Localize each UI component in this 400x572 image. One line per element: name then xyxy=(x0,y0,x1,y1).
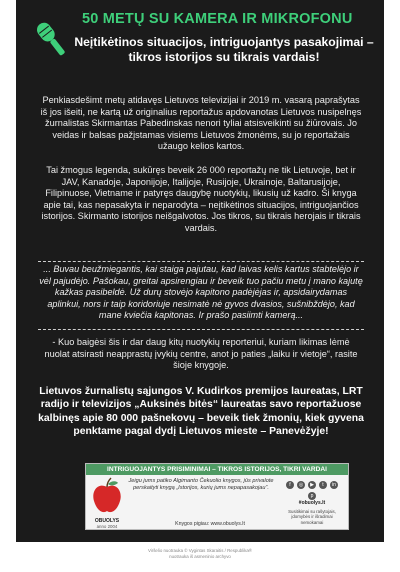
publisher-name: OBUOLYS xyxy=(94,518,120,524)
legend-paragraph: Tai žmogus legenda, sukūręs beveik 26 000 reportažų ne tik Lietuvoje, bet ir JAV, Kanadoje, Japonijoje, Italijoje, Rusijoje, Ukrainoje, Baltarusijoje, Filipinuose, Vietname ir patyręs daugybę nuotykių, likusių už kadro. Ši knyga apie tai, kas nepasakyta ir neparodyta – neįtikėtinos situacijos, intriguojančios istorijos. Skirmanto istorijos neišgalvotos. Jos tikros, su tikrais herojais ir tikrais vardais. xyxy=(41,165,361,233)
publisher-hashtag: #obuolys.lt xyxy=(298,500,326,506)
publisher-recommendation: Jeigu jums patiko Algimanto Čekuolio knygos, jūs privalote perskaityti knygą „Istorijos, kurių jums nepapasakojau“. xyxy=(128,478,274,491)
publisher-year: anno 2004 xyxy=(96,524,118,529)
intro-paragraph: Penkiasdešimt metų atidavęs Lietuvos televizijai ir 2019 m. vasarą paprašytas iš jos išeiti, ne kartą už originalius reportažus apdovanotas Lietuvos nusipelnęs žurnalistas Skirmantas Pabedinskas nenori tyliai atsisveikinti su žiūrovais. Jo veidas ir balsas pažįstamas visiems Lietuvos žmonėms, su jo reportažais užaugo kelios kartos. xyxy=(40,95,362,152)
imprint-line-1: Viršelio nuotrauka © Vygintas Skaraitis / Respublika® xyxy=(147,548,253,553)
publisher-website: Knygos pigiau: www.obuolys.lt xyxy=(175,521,245,527)
youtube-icon: ▶ xyxy=(308,481,316,489)
publisher-tagline: Susitikimai su rašytojais, įdomybės ir išradimai nemokamai xyxy=(288,509,336,525)
book-title: 50 METŲ SU KAMERA IR MIKROFONU xyxy=(82,11,353,27)
awards-paragraph: Lietuvos žurnalistų sąjungos V. Kudirkos premijos laureatas, LRT radijo ir televizijos „Auksinės bitės“ laureatas savo reportažuose kalbinęs apie 80 000 pašnekovų – beveik tiek žmonių, kiek gyvena penktame pagal dydį Lietuvos mieste – Panevėžyje! xyxy=(38,386,364,438)
quote-divider-bottom xyxy=(38,329,364,330)
teaser-paragraph: - Kuo baigėsi šis ir dar daug kitų nuotykių reporteriui, kuriam likimas lėmė nuolat atsirasti neapprastų įvykių centre, anot jo paties „laiku ir vietoje“, rasite šioje knygoje. xyxy=(44,337,358,371)
imprint-line-2: nuotrauka iš asmeninio archyvo xyxy=(169,554,231,559)
microphone-icon xyxy=(34,18,70,62)
cover-imprint xyxy=(0,548,400,560)
social-icons xyxy=(282,481,342,500)
book-subtitle: Neįtikėtinos situacijos, intriguojantys pasakojimai – tikros istorijos su tikrais vardais! xyxy=(74,35,374,64)
excerpt-quote: ... Buvau beužmiegantis, kai staiga pajutau, kad laivas kelis kartus stabtelėjo ir vėl pajudėjo. Pašokau, greitai apsirengiau ir beveik tuo pačiu metu į mano kajutę kažkas pasibeldė. Už durų stovėjo kapitono padėjėjas ir, apsidairydamas aplinkui, nors ir taip koridoriuje nesimatė nė gyvos dvasios, sušnibždėjo, kad mane kviečia kapitonas. Ir prašo pasiimti kamerą... xyxy=(39,264,363,320)
pinterest-icon: p xyxy=(308,492,316,500)
back-cover xyxy=(16,0,384,542)
twitter-icon: t xyxy=(319,481,327,489)
linkedin-icon: in xyxy=(330,481,338,489)
apple-logo-icon xyxy=(90,477,124,517)
instagram-icon: ◎ xyxy=(298,482,304,488)
publisher-box xyxy=(85,463,349,530)
facebook-icon: f xyxy=(286,481,294,489)
publisher-box-heading: INTRIGUOJANTYS PRISIMINIMAI – TIKROS ISTORIJOS, TIKRI VARDAI xyxy=(86,464,348,475)
quote-divider-top xyxy=(38,261,364,262)
